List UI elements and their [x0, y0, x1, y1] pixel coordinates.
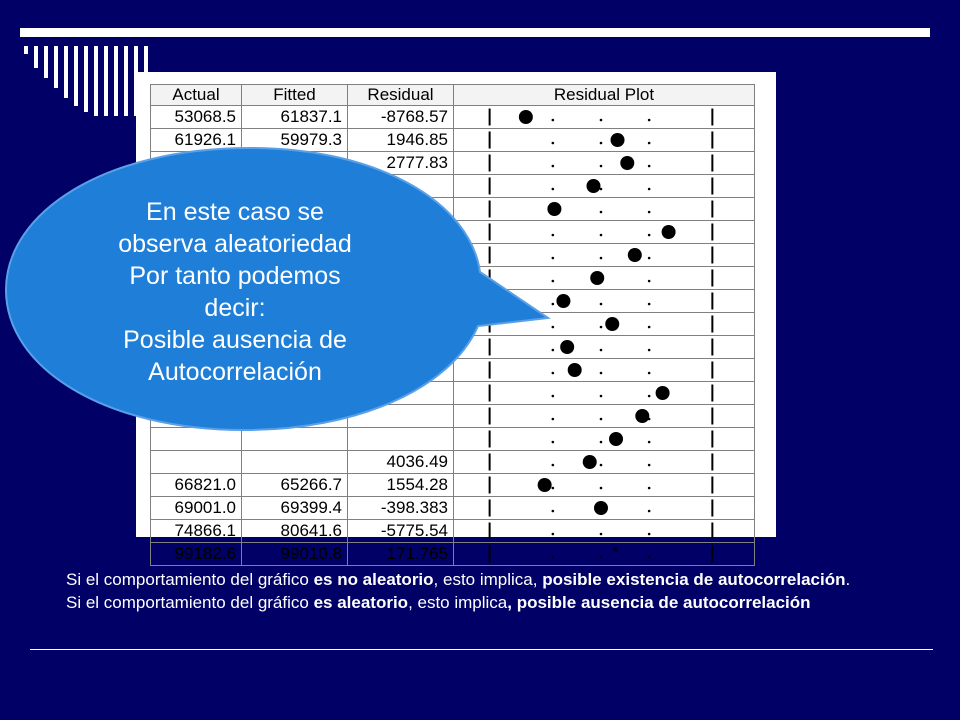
stripe — [34, 46, 38, 68]
stripe — [114, 46, 118, 116]
stripe — [54, 46, 58, 88]
actual-cell: 53068.5 — [151, 106, 242, 129]
residual-cell: 1554.28 — [348, 474, 454, 497]
actual-cell: 61926.1 — [151, 129, 242, 152]
actual-cell: 66821.0 — [151, 474, 242, 497]
footer-rule — [30, 649, 933, 650]
table-row — [151, 543, 755, 566]
actual-cell: 69001.0 — [151, 497, 242, 520]
note-nonrandom — [66, 568, 926, 591]
note-text: Si el comportamiento del gráfico — [66, 593, 314, 612]
fitted-cell: 65266.7 — [242, 474, 348, 497]
header-residual-plot: Residual Plot — [454, 85, 755, 106]
residual-cell: -5775.54 — [348, 520, 454, 543]
residual-cell: 4036.49 — [348, 451, 454, 474]
table-row — [151, 106, 755, 129]
plot-cell — [454, 474, 755, 497]
plot-cell — [454, 497, 755, 520]
note-text: . — [845, 570, 851, 589]
note-emphasis: es aleatorio — [313, 593, 409, 612]
actual-cell: 99182.6 — [151, 543, 242, 566]
plot-cell — [454, 451, 755, 474]
residual-cell: 171.765 — [348, 543, 454, 566]
callout-line: Autocorrelación — [148, 358, 322, 386]
callout-line: Por tanto podemos — [129, 262, 341, 290]
residual-cell: 1946.85 — [348, 129, 454, 152]
plot-cell — [454, 106, 755, 129]
callout-line: decir: — [204, 294, 266, 322]
stripe — [64, 46, 68, 98]
fitted-cell: 99010.8 — [242, 543, 348, 566]
table-row — [151, 520, 755, 543]
table-header-row — [151, 85, 755, 106]
actual-cell: 74866.1 — [151, 520, 242, 543]
stripe — [104, 46, 108, 116]
fitted-cell: 61837.1 — [242, 106, 348, 129]
note-emphasis: posible existencia de autocorrelación — [542, 570, 846, 589]
residual-cell: -8768.57 — [348, 106, 454, 129]
plot-cell — [454, 520, 755, 543]
note-text: Si el comportamiento del gráfico — [66, 570, 314, 589]
residual-cell: -398.383 — [348, 497, 454, 520]
callout-line: observa aleatoriedad — [118, 230, 352, 258]
fitted-cell: 80641.6 — [242, 520, 348, 543]
note-random — [66, 591, 926, 614]
actual-cell — [151, 451, 242, 474]
stripe — [94, 46, 98, 116]
stripe — [124, 46, 128, 116]
note-text: , esto implica — [408, 593, 508, 612]
explanation-text — [66, 568, 926, 614]
header-fitted: Fitted — [242, 85, 348, 106]
header-actual: Actual — [151, 85, 242, 106]
stripe — [44, 46, 48, 78]
title-rule — [20, 28, 930, 37]
header-residual: Residual — [348, 85, 454, 106]
stripe — [24, 46, 28, 54]
callout-line: En este caso se — [146, 198, 324, 226]
table-row — [151, 497, 755, 520]
note-emphasis: es no aleatorio — [313, 570, 434, 589]
residual-point: * — [612, 544, 619, 562]
table-row — [151, 474, 755, 497]
stripe — [84, 46, 88, 112]
note-text: , esto implica, — [433, 570, 543, 589]
fitted-cell — [242, 451, 348, 474]
callout-line: Posible ausencia de — [123, 326, 347, 354]
stripe — [74, 46, 78, 106]
table-row — [151, 451, 755, 474]
note-emphasis: , posible ausencia de autocorrelación — [507, 593, 811, 612]
residual-cell: 2777.83 — [348, 152, 454, 175]
fitted-cell: 59979.3 — [242, 129, 348, 152]
callout-text — [60, 196, 410, 388]
plot-cell — [454, 543, 755, 566]
fitted-cell: 69399.4 — [242, 497, 348, 520]
